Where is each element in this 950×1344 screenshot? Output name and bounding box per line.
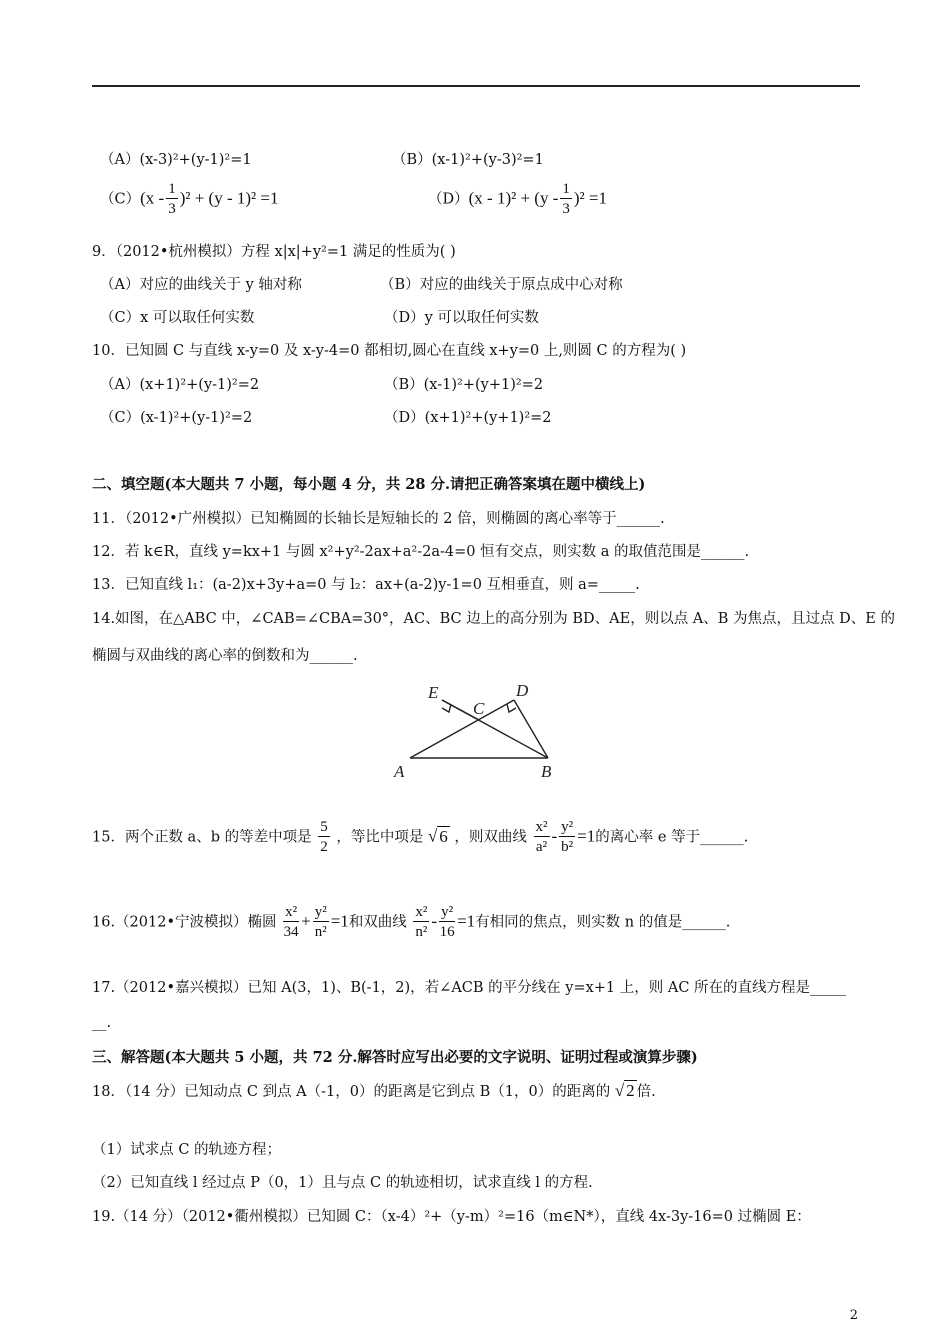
q19-stem: 19.（14 分）（2012•衢州模拟）已知圆 C：（x-4）²+（y-m）²=16（m∈N*），直线 4x-3y-16=0 过椭圆 E：: [92, 1209, 811, 1225]
q17-line-1: 17.（2012•嘉兴模拟）已知 A(3，1)、B(-1，2)，若∠ACB 的平分线在 y=x+1 上，则 AC 所在的直线方程是_____: [92, 980, 847, 996]
q10-option-b: （B）(x-1)²+(y+1)²=2: [384, 377, 544, 393]
q12: 12．若 k∈R，直线 y=kx+1 与圆 x²+y²-2ax+a²-2a-4=0 恒有交点，则实数 a 的取值范围是______.: [92, 544, 750, 560]
q15: 15．两个正数 a、b 的等差中项是 $\frac{5}{2}$ ，等比中项是 √ 6 ，则双曲线 $\frac{\text{x²}}{\text{a²}}$ - $\frac{\text{y²}}{\text{b²}}$ =1的离心率 e 等于______.: [92, 819, 749, 855]
q8-option-b: （B）(x-1)²+(y-3)²=1: [392, 152, 544, 168]
header-rule: [92, 85, 860, 87]
label-a: A: [394, 762, 405, 781]
q18-part-2: （2）已知直线 l 经过点 P（0，1）且与点 C 的轨迹相切，试求直线 l 的方程.: [92, 1175, 593, 1191]
q9-option-d: （D）y 可以取任何实数: [384, 310, 539, 326]
q10-option-d: （D）(x+1)²+(y+1)²=2: [384, 410, 552, 426]
q18-stem: 18．（14 分）已知动点 C 到点 A（-1，0）的距离是它到点 B（1，0）的距离的 √ 2 倍.: [92, 1081, 656, 1100]
q14-line-1: 14.如图，在△ABC 中，∠CAB=∠CBA=30°，AC、BC 边上的高分别为 BD、AE，则以点 A、B 为焦点，且过点 D、E 的: [92, 611, 895, 627]
q10-option-c: （C）(x-1)²+(y-1)²=2: [100, 410, 253, 426]
label-b: B: [541, 762, 552, 781]
q9-option-c: （C）x 可以取任何实数: [100, 310, 255, 326]
q10-stem: 10．已知圆 C 与直线 x-y=0 及 x-y-4=0 都相切,圆心在直线 x+y=0 上,则圆 C 的方程为( ): [92, 343, 687, 359]
right-angle-e: [442, 704, 451, 712]
q17-line-2: __.: [92, 1015, 112, 1031]
right-angle-d: [507, 704, 516, 712]
triangle-figure: [380, 676, 570, 788]
q16: 16.（2012•宁波模拟）椭圆 $\frac{\text{x²}}{34}$ + $\frac{\text{y²}}{\text{n²}}$ =1和双曲线 $\frac{\text{x²}}{\text{n²}}$ - $\frac{\text{y²}}{16}$ =1有相同的焦点，则实数 n 的值是______.: [92, 904, 731, 940]
q14-line-2: 椭圆与双曲线的离心率的倒数和为______.: [92, 648, 358, 664]
section-solution-title: 三、解答题(本大题共 5 小题，共 72 分.解答时应写出必要的文字说明、证明过程或演算步骤): [92, 1049, 698, 1066]
q9-stem: 9．（2012•杭州模拟）方程 x|x|+y²=1 满足的性质为( ): [92, 244, 456, 260]
q8-option-a: （A）(x-3)²+(y-1)²=1: [100, 152, 252, 168]
label-d: D: [516, 681, 529, 700]
segment-ad: [410, 700, 514, 758]
label-c: C: [473, 699, 485, 718]
q13: 13．已知直线 l₁：(a-2)x+3y+a=0 与 l₂：ax+(a-2)y-1=0 互相垂直，则 a=_____.: [92, 577, 640, 593]
q9-option-a: （A）对应的曲线关于 y 轴对称: [100, 277, 302, 293]
label-e: E: [428, 683, 439, 702]
q8-option-c: （C）(x - $\frac{1}{3}$ )² + (y - 1)² =1: [100, 181, 279, 217]
page-number: 2: [849, 1308, 858, 1323]
q18-part-1: （1）试求点 C 的轨迹方程；: [92, 1142, 282, 1158]
q11: 11．（2012•广州模拟）已知椭圆的长轴长是短轴长的 2 倍，则椭圆的离心率等于______.: [92, 511, 665, 527]
q9-option-b: （B）对应的曲线关于原点成中心对称: [380, 277, 623, 293]
section-fill-in-title: 二、填空题(本大题共 7 小题，每小题 4 分，共 28 分.请把正确答案填在题中横线上): [92, 476, 646, 493]
q8-option-d: （D）(x - 1)² + (y - $\frac{1}{3}$ )² =1: [428, 181, 607, 217]
q10-option-a: （A）(x+1)²+(y-1)²=2: [100, 377, 260, 393]
